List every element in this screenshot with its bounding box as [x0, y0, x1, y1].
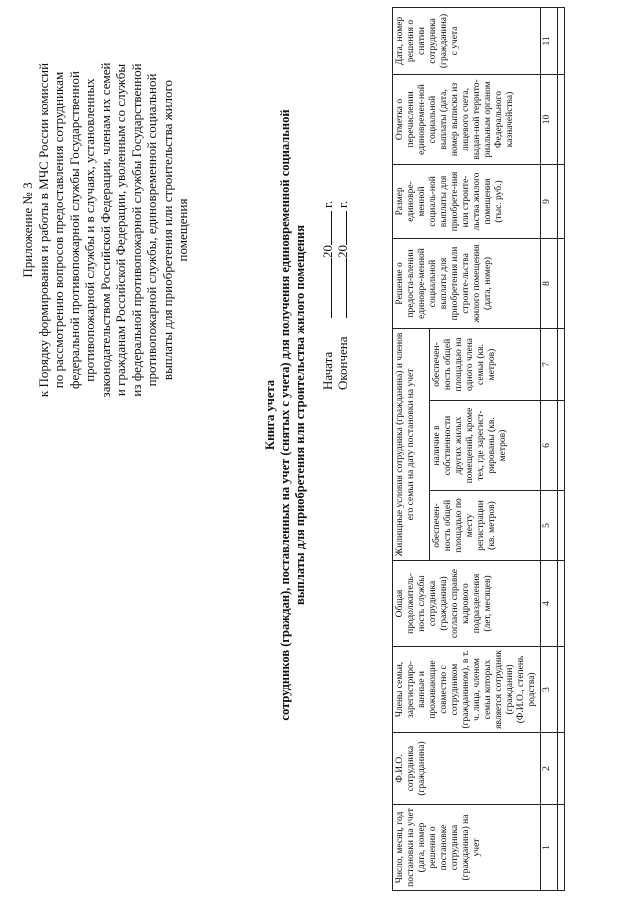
book-subtitle-line: выплаты для приобретения или строительства жилого помещения [293, 225, 307, 605]
started-label: Начата [320, 351, 335, 390]
table-cell [558, 74, 565, 164]
column-number: 11 [541, 7, 558, 74]
book-title: Книга учета [263, 380, 277, 450]
column-number: 5 [541, 491, 558, 561]
appendix-line: помещения [175, 198, 190, 262]
book-heading [263, 5, 308, 825]
table-cell [558, 328, 565, 400]
table-cell [558, 733, 565, 805]
col-group-housing-conditions: Жилищные условия сотрудника (гражданина) и членов его семьи на дату постановки на учет [393, 328, 430, 560]
ended-year-prefix: 20 [335, 245, 350, 258]
ended-year-blank [335, 211, 347, 245]
table-row [558, 7, 565, 890]
appendix-line: федеральной противопожарной службы Государственной [66, 71, 82, 389]
column-number: 1 [541, 805, 558, 891]
col-header-other-property: наличие в собственности других жилых помещений, кроме тех, где зарегист-рированы (кв. метров) [429, 401, 540, 491]
table-column-numbers-row [541, 7, 558, 890]
appendix-line: из федеральной противопожарной службы Государственной [128, 63, 144, 397]
table-cell [558, 491, 565, 561]
column-number: 9 [541, 164, 558, 238]
started-year-blank [320, 211, 332, 245]
col-header-payment-decision: Решение о предоста-влении единовре-менной социальной выплаты для приобретения или строите-льства жилого помещения (дата, номер) [393, 238, 541, 328]
col-header-service-length: Общая продолжитель-ность службы сотрудника (гражданина) согласно справке кадрового подразделения (лет, месяцев) [393, 561, 541, 647]
appendix-line: выплаты для приобретения или строительства жилого [159, 79, 175, 381]
appendix-line: противопожарной службы, единовременной социальной [144, 73, 159, 387]
started-date-row [320, 90, 335, 390]
col-header-transfer-mark: Отметка о перечислении единовремен-ной социальной выплаты (дата, номер выписки из лицевого счета, выдан-ной террито-риальным органом Федерального казначейства) [393, 74, 541, 164]
appendix-line: к Порядку формирования и работы в МЧС России комиссий [35, 62, 51, 398]
col-header-full-name: Ф.И.О. сотрудника (гражданина) [393, 733, 541, 805]
column-number: 7 [541, 328, 558, 400]
started-year-prefix: 20 [320, 245, 335, 258]
table-cell [558, 401, 565, 491]
column-number: 2 [541, 733, 558, 805]
column-number: 6 [541, 401, 558, 491]
book-dates [320, 90, 350, 390]
table-cell [558, 805, 565, 891]
register-table [392, 7, 565, 891]
col-header-area-by-registration: обеспечен-ность общей площадью по месту регистрации (кв. метров) [429, 491, 540, 561]
appendix-line: и гражданам Российской Федерации, уволенным со службы [113, 63, 128, 397]
appendix-header [20, 30, 191, 430]
column-number: 3 [541, 647, 558, 733]
column-number: 8 [541, 238, 558, 328]
ended-year-suffix: г. [335, 200, 350, 208]
col-header-family-members: Члены семьи, зарегистриро-ванные и проживающие совместно с сотрудником (гражданином), в т. ч. лица, членом семьи которых является сотрудник (гражданин) (Ф.И.О., степень родства) [393, 647, 541, 733]
col-header-payment-amount: Размер единовре-менной социаль-ной выплаты для приобрете-ния или строите-льства жилого помещения (тыс. руб.) [393, 164, 541, 238]
table-header-row [393, 7, 430, 890]
table-cell [558, 647, 565, 733]
book-subtitle [278, 5, 308, 825]
table-cell [558, 238, 565, 328]
col-header-area-per-member: обеспечен-ность общей площадью на одного члена семьи (кв. метров) [429, 328, 540, 400]
appendix-line: законодательством Российской Федерации, членам их семей [97, 62, 113, 398]
col-header-deregistration: Дата, номер решения о снятии сотрудника (гражданина) с учета [393, 7, 541, 74]
table-cell [558, 561, 565, 647]
ended-date-row [335, 90, 350, 390]
ended-day-blank [335, 258, 347, 318]
appendix-line: противопожарной службы и в случаях, установленных [82, 78, 97, 382]
col-header-registration-date: Число, месяц, год постановки на учет (дата, номер решения о постановке сотрудника (гражданина) на учет [393, 805, 541, 891]
ended-label: Окончена [335, 336, 350, 390]
appendix-line: по рассмотрению вопросов предоставления сотрудникам [51, 71, 66, 389]
started-year-suffix: г. [320, 200, 335, 208]
column-number: 4 [541, 561, 558, 647]
table-cell [558, 164, 565, 238]
appendix-title: Приложение № 3 [20, 182, 35, 278]
started-day-blank [320, 258, 332, 318]
table-cell [558, 7, 565, 74]
column-number: 10 [541, 74, 558, 164]
book-subtitle-line: сотрудников (граждан), поставленных на учет (снятых с учета) для получения единовременной социальной [278, 109, 292, 721]
